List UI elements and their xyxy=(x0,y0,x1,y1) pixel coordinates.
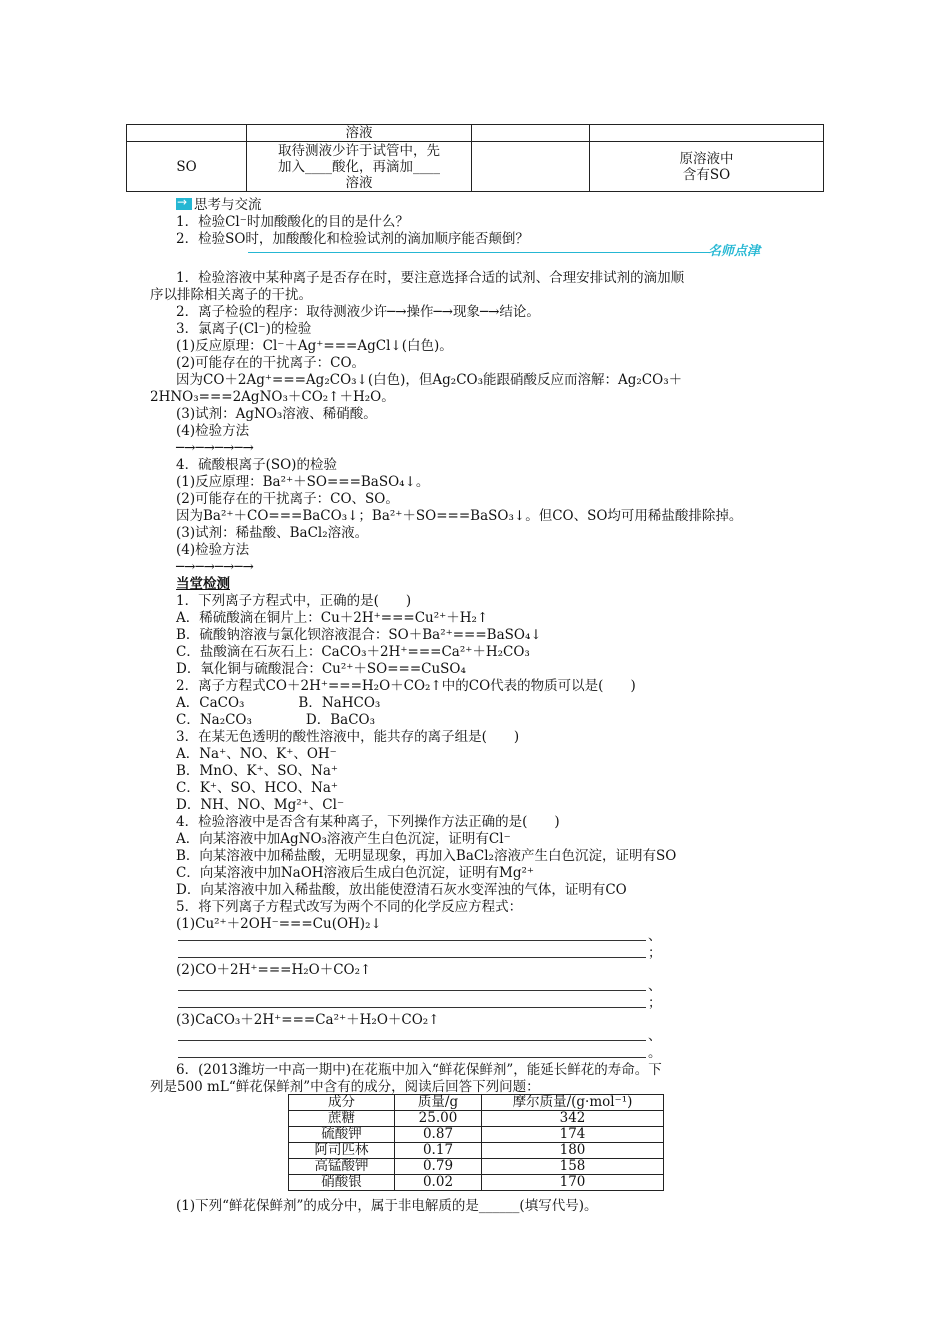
period-mark: 。 xyxy=(648,1045,662,1061)
option-line: D．氧化铜与硫酸混合：Cu²⁺＋SO===CuSO₄ xyxy=(176,661,466,677)
note-line: (4)检验方法 xyxy=(176,542,250,558)
procedure-line: 取待测液少许于试管中，先 xyxy=(278,142,440,159)
question-line: (1)下列“鲜花保鲜剂”的成分中，属于非电解质的是______(填写代号)。 xyxy=(176,1198,598,1214)
note-line: ─→─→─→─→ xyxy=(176,559,254,575)
note-line: 2HNO₃===2AgNO₃＋CO₂↑＋H₂O。 xyxy=(150,389,395,405)
answer-blank[interactable] xyxy=(178,957,646,958)
table-cell: 174 xyxy=(482,1127,664,1143)
table-cell: 180 xyxy=(482,1143,664,1159)
phenomenon-cell xyxy=(472,142,590,192)
comma-mark: 、 xyxy=(648,1028,662,1044)
table-cell xyxy=(127,125,247,142)
equation-line: (3)CaCO₃＋2H⁺===Ca²⁺＋H₂O＋CO₂↑ xyxy=(176,1012,440,1028)
equation-line: (2)CO＋2H⁺===H₂O＋CO₂↑ xyxy=(176,962,372,978)
table-cell: 158 xyxy=(482,1159,664,1175)
table-cell: 170 xyxy=(482,1175,664,1191)
note-line: 因为Ba²⁺＋CO===BaCO₃↓；Ba²⁺＋SO===BaSO₃↓。但CO、SO均可用稀盐酸排除掉。 xyxy=(176,508,743,524)
table-cell: 阿司匹林 xyxy=(289,1143,395,1159)
table-cell: 溶液 xyxy=(247,125,472,142)
option-line: B．向某溶液中加稀盐酸，无明显现象，再加入BaCl₂溶液产生白色沉淀，证明有SO xyxy=(176,848,677,864)
option-line: C．Na₂CO₃ D．BaCO₃ xyxy=(176,712,376,728)
comma-mark: 、 xyxy=(648,928,662,944)
answer-blank[interactable] xyxy=(178,1007,646,1008)
answer-blank[interactable] xyxy=(178,1040,646,1041)
option-line: B．MnO、K⁺、SO、Na⁺ xyxy=(176,763,339,779)
table-cell xyxy=(472,125,590,142)
procedure-line: 溶液 xyxy=(345,174,373,191)
note-line: 1．检验溶液中某种离子是否存在时，要注意选择合适的试剂、合理安排试剂的滴加顺 xyxy=(176,270,685,286)
note-line: (2)可能存在的干扰离子：CO、SO。 xyxy=(176,491,399,507)
answer-blank[interactable] xyxy=(178,990,646,991)
table-cell: 硝酸银 xyxy=(289,1175,395,1191)
note-line: (3)试剂：AgNO₃溶液、稀硝酸。 xyxy=(176,406,377,422)
equation-line: (1)Cu²⁺＋2OH⁻===Cu(OH)₂↓ xyxy=(176,916,382,932)
question-line: 6．(2013潍坊一中高一期中)在花瓶中加入“鲜花保鲜剂”，能延长鲜花的寿命。下 xyxy=(176,1062,662,1078)
option-line: C．向某溶液中加NaOH溶液后生成白色沉淀，证明有Mg²⁺ xyxy=(176,865,535,881)
column-header: 摩尔质量/(g·mol⁻¹) xyxy=(482,1095,664,1111)
question-line: 2．离子方程式CO＋2H⁺===H₂O＋CO₂↑中的CO代表的物质可以是( ) xyxy=(176,678,636,694)
table-row xyxy=(127,142,824,192)
table-row xyxy=(127,125,824,142)
table-cell: 0.79 xyxy=(395,1159,482,1175)
note-line: 2．离子检验的程序：取待测液少许─→操作─→现象─→结论。 xyxy=(176,304,540,320)
comma-mark: 、 xyxy=(648,978,662,994)
badge-label: 名师点津 xyxy=(708,244,761,259)
note-line: (2)可能存在的干扰离子：CO。 xyxy=(176,355,366,371)
note-line: (4)检验方法 xyxy=(176,423,250,439)
note-line: 3．氯离子(Cl⁻)的检验 xyxy=(176,321,312,337)
section-title: 当堂检测 xyxy=(176,576,230,592)
note-line: (3)试剂：稀盐酸、BaCl₂溶液。 xyxy=(176,525,369,541)
column-header: 质量/g xyxy=(395,1095,482,1111)
arrow-icon xyxy=(176,198,192,210)
answer-blank[interactable] xyxy=(178,1057,646,1058)
section-title: 思考与交流 xyxy=(194,197,262,213)
conclusion-cell xyxy=(590,142,824,192)
table-cell: 蔗糖 xyxy=(289,1111,395,1127)
table-cell xyxy=(590,125,824,142)
column-header: 成分 xyxy=(289,1095,395,1111)
option-line: A．CaCO₃ B．NaHCO₃ xyxy=(176,695,381,711)
procedure-cell xyxy=(247,142,472,192)
table-row xyxy=(289,1175,664,1191)
procedure-line: 加入____酸化，再滴加____ xyxy=(278,158,440,175)
divider xyxy=(248,252,710,253)
note-line: 4．硫酸根离子(SO)的检验 xyxy=(176,457,337,473)
table-cell: 硫酸钾 xyxy=(289,1127,395,1143)
ingredient-table xyxy=(288,1094,664,1191)
table-header-row xyxy=(289,1095,664,1111)
ion-test-table xyxy=(126,124,824,192)
table-cell: 0.17 xyxy=(395,1143,482,1159)
note-line: (1)反应原理：Ba²⁺＋SO===BaSO₄↓。 xyxy=(176,474,430,490)
question-line: 5．将下列离子方程式改写为两个不同的化学反应方程式： xyxy=(176,899,523,915)
conclusion-line: 含有SO xyxy=(682,166,731,183)
option-line: C．盐酸滴在石灰石上：CaCO₃＋2H⁺===Ca²⁺＋H₂CO₃ xyxy=(176,644,530,660)
table-row xyxy=(289,1143,664,1159)
note-line: ─→─→─→─→ xyxy=(176,440,254,456)
option-line: A．向某溶液中加AgNO₃溶液产生白色沉淀，证明有Cl⁻ xyxy=(176,831,511,847)
note-line: 序以排除相关离子的干扰。 xyxy=(150,287,312,303)
question-line: 1．检验Cl⁻时加酸酸化的目的是什么？ xyxy=(176,214,409,230)
table-row xyxy=(289,1159,664,1175)
table-cell: 高锰酸钾 xyxy=(289,1159,395,1175)
note-line: 因为CO＋2Ag⁺===Ag₂CO₃↓(白色)，但Ag₂CO₃能跟硝酸反应而溶解：Ag₂CO₃＋ xyxy=(176,372,683,388)
ion-cell: SO xyxy=(127,142,247,192)
table-row xyxy=(289,1111,664,1127)
option-line: A．稀硫酸滴在铜片上：Cu＋2H⁺===Cu²⁺＋H₂↑ xyxy=(176,610,489,626)
option-line: C．K⁺、SO、HCO、Na⁺ xyxy=(176,780,339,796)
option-line: D．NH、NO、Mg²⁺、Cl⁻ xyxy=(176,797,345,813)
answer-blank[interactable] xyxy=(178,940,646,941)
option-line: A．Na⁺、NO、K⁺、OH⁻ xyxy=(176,746,337,762)
table-row xyxy=(289,1127,664,1143)
table-cell: 0.02 xyxy=(395,1175,482,1191)
option-line: B．硫酸钠溶液与氯化钡溶液混合：SO＋Ba²⁺===BaSO₄↓ xyxy=(176,627,542,643)
question-line: 2．检验SO时，加酸酸化和检验试剂的滴加顺序能否颠倒？ xyxy=(176,231,529,247)
semicolon-mark: ； xyxy=(648,995,662,1011)
option-line: D．向某溶液中加入稀盐酸，放出能使澄清石灰水变浑浊的气体，证明有CO xyxy=(176,882,627,898)
semicolon-mark: ； xyxy=(648,945,662,961)
conclusion-line: 原溶液中 xyxy=(679,150,734,167)
table-cell: 25.00 xyxy=(395,1111,482,1127)
table-cell: 0.87 xyxy=(395,1127,482,1143)
question-line: 列是500 mL“鲜花保鲜剂”中含有的成分，阅读后回答下列问题： xyxy=(150,1079,540,1095)
question-line: 1．下列离子方程式中，正确的是( ) xyxy=(176,593,412,609)
question-line: 3．在某无色透明的酸性溶液中，能共存的离子组是( ) xyxy=(176,729,520,745)
note-line: (1)反应原理：Cl⁻＋Ag⁺===AgCl↓(白色)。 xyxy=(176,338,453,354)
table-cell: 342 xyxy=(482,1111,664,1127)
question-line: 4．检验溶液中是否含有某种离子，下列操作方法正确的是( ) xyxy=(176,814,560,830)
